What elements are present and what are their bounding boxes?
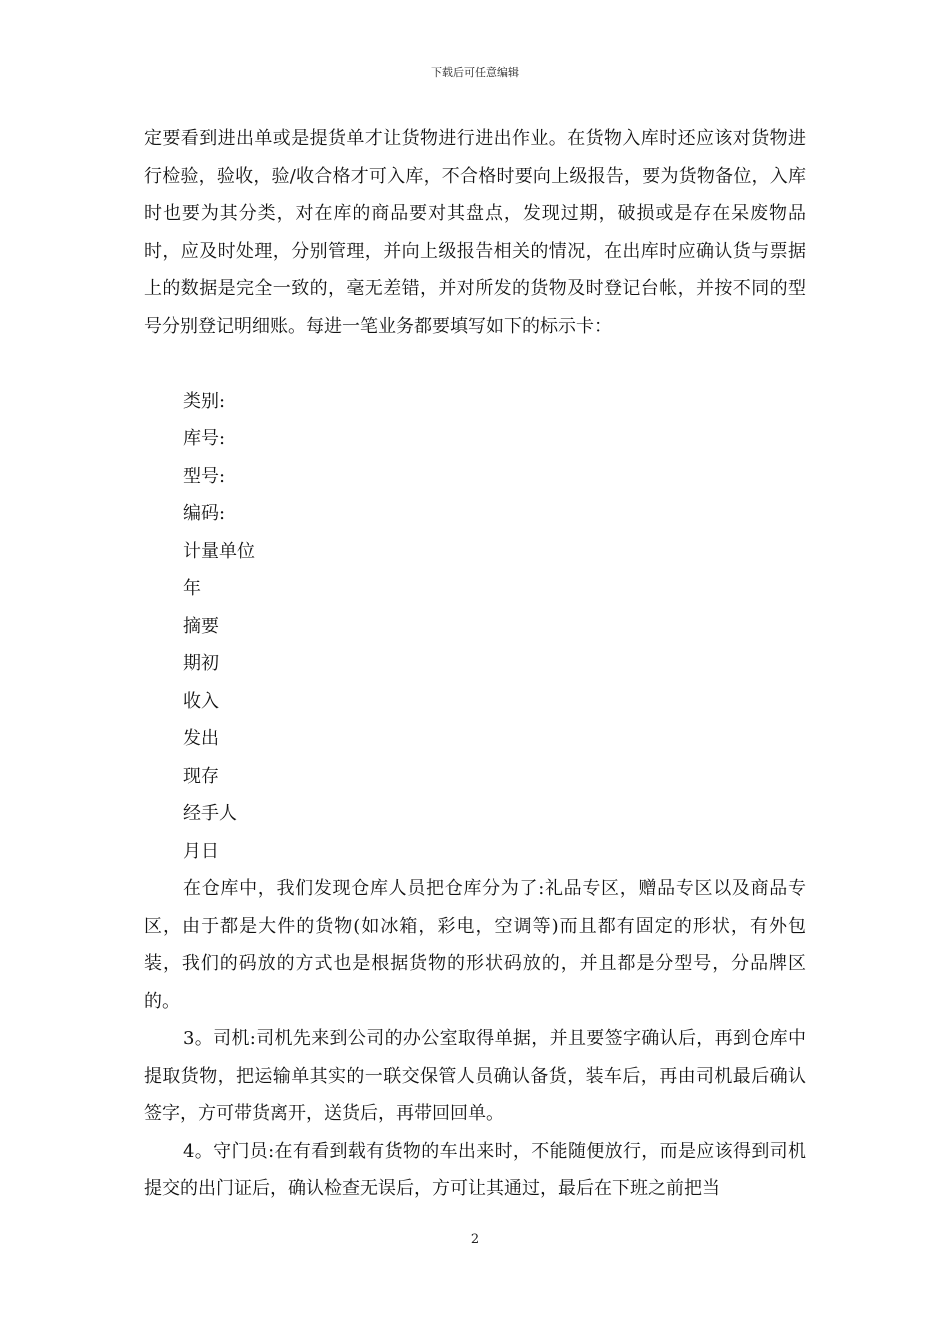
card-field-category: 类别: bbox=[183, 390, 226, 412]
card-field-warehouse-no: 库号: bbox=[183, 428, 226, 449]
card-field-opening: 期初 bbox=[183, 653, 219, 674]
card-field-model: 型号: bbox=[183, 465, 226, 487]
blank-line bbox=[144, 345, 806, 383]
paragraph-warehouse-procedure: 定要看到进出单或是提货单才让货物进行进出作业。在货物入库时还应该对货物进行检验，验收，验/收合格才可入库，不合格时要向上级报告，要为货物备位，入库时也要为其分类，对在库的商品要对其盘点，发现过期，破损或是存在呆废物品时，应及时处理，分别管理，并向上级报告相关的情况，在出库时应确认货与票据上的数据是完全一致的，毫无差错，并对所发的货物及时登记台帐，并按不同的型号分别登记明细账。每进一笔业务都要填写如下的标示卡： bbox=[144, 128, 806, 337]
card-field-year: 年 bbox=[183, 578, 201, 599]
document-body bbox=[144, 120, 806, 1208]
card-field-unit: 计量单位 bbox=[183, 540, 255, 562]
paragraph-driver: 3。司机:司机先来到公司的办公室取得单据，并且要签字确认后，再到仓库中提取货物，把运输单其实的一联交保管人员确认备货，装车后，再由司机最后确认签字，方可带货离开，送货后，再带回回单。 bbox=[144, 1028, 806, 1124]
paragraph-gatekeeper: 4。守门员:在有看到载有货物的车出来时，不能随便放行，而是应该得到司机提交的出门证后，确认检查无误后，方可让其通过，最后在下班之前把当 bbox=[144, 1140, 806, 1199]
card-field-issued: 发出 bbox=[183, 728, 219, 749]
paragraph-warehouse-zones: 在仓库中，我们发现仓库人员把仓库分为了:礼品专区，赠品专区以及商品专区，由于都是大件的货物(如冰箱，彩电，空调等)而且都有固定的形状，有外包装，我们的码放的方式也是根据货物的形状码放的，并且都是分型号，分品牌区的。 bbox=[144, 878, 806, 1012]
card-field-month-day: 月日 bbox=[183, 840, 219, 862]
card-field-income: 收入 bbox=[183, 690, 219, 712]
card-field-summary: 摘要 bbox=[183, 615, 219, 637]
page-header: 下载后可任意编辑 bbox=[431, 66, 519, 79]
page-number: 2 bbox=[470, 1232, 480, 1247]
card-field-code: 编码: bbox=[183, 503, 226, 524]
label-card-fields bbox=[144, 383, 806, 871]
card-field-handler: 经手人 bbox=[183, 803, 237, 824]
card-field-stock: 现存 bbox=[183, 765, 219, 787]
